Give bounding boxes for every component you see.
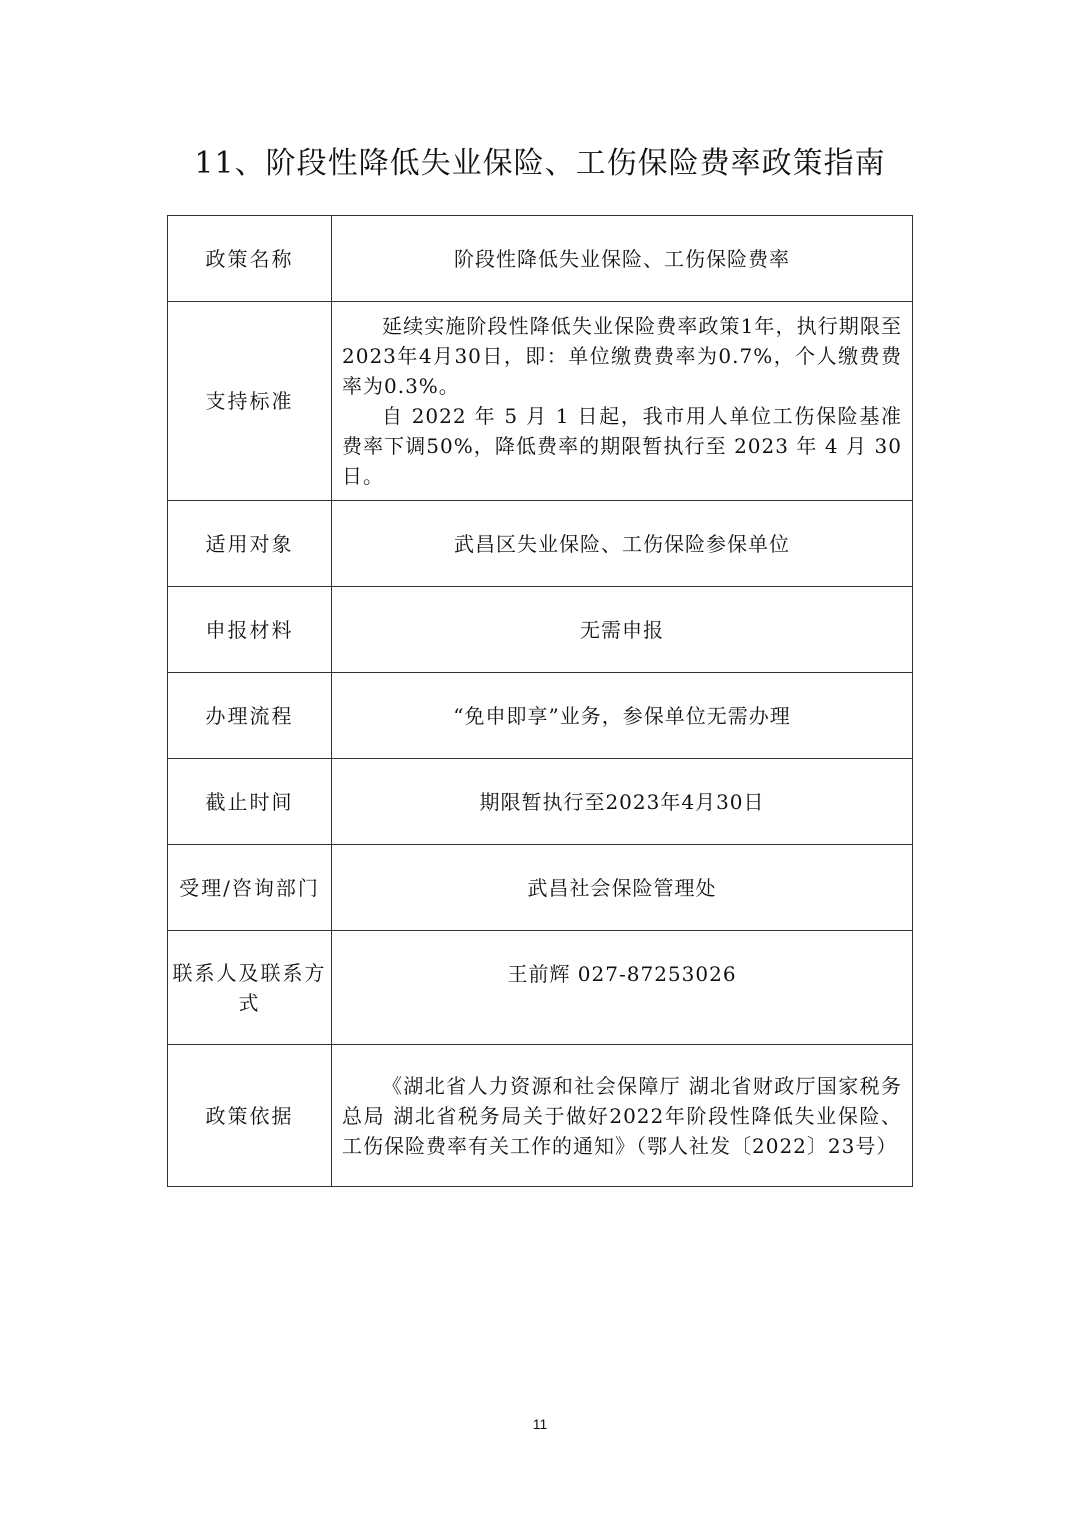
table-row	[168, 1045, 913, 1187]
table-row	[168, 501, 913, 587]
support-paragraph: 延续实施阶段性降低失业保险费率政策1年，执行期限至2023年4月30日，即：单位缴费费率为0.7%，个人缴费费率为0.3%。	[342, 314, 902, 398]
row-value	[332, 1045, 913, 1187]
row-label: 政策依据	[168, 1045, 332, 1187]
table-row	[168, 845, 913, 931]
row-value	[332, 302, 913, 501]
row-value: 无需申报	[332, 587, 913, 673]
row-value: “免申即享”业务，参保单位无需办理	[332, 673, 913, 759]
row-label: 受理/咨询部门	[168, 845, 332, 931]
row-value: 武昌区失业保险、工伤保险参保单位	[332, 501, 913, 587]
row-label: 办理流程	[168, 673, 332, 759]
policy-table	[167, 215, 913, 1187]
policy-basis-text: 《湖北省人力资源和社会保障厅 湖北省财政厅国家税务总局 湖北省税务局关于做好2022年阶段性降低失业保险、工伤保险费率有关工作的通知》（鄂人社发〔2022〕23号）	[342, 1073, 902, 1158]
table-row	[168, 673, 913, 759]
table-row	[168, 302, 913, 501]
support-paragraph: 自 2022 年 5 月 1 日起，我市用人单位工伤保险基准费率下调50%，降低费率的期限暂执行至 2023 年 4 月 30 日。	[342, 404, 902, 488]
table-row	[168, 759, 913, 845]
row-value: 期限暂执行至2023年4月30日	[332, 759, 913, 845]
row-label: 联系人及联系方式	[168, 931, 332, 1045]
row-label: 适用对象	[168, 501, 332, 587]
table-row	[168, 587, 913, 673]
table-row	[168, 931, 913, 1045]
row-value: 王前辉 027-87253026	[332, 931, 913, 1045]
row-label: 申报材料	[168, 587, 332, 673]
row-value: 武昌社会保险管理处	[332, 845, 913, 931]
row-label: 政策名称	[168, 216, 332, 302]
table-row	[168, 216, 913, 302]
row-value: 阶段性降低失业保险、工伤保险费率	[332, 216, 913, 302]
row-label: 支持标准	[168, 302, 332, 501]
page-number: 11	[532, 1416, 548, 1432]
row-label: 截止时间	[168, 759, 332, 845]
document-title: 11、阶段性降低失业保险、工伤保险费率政策指南	[194, 146, 886, 181]
